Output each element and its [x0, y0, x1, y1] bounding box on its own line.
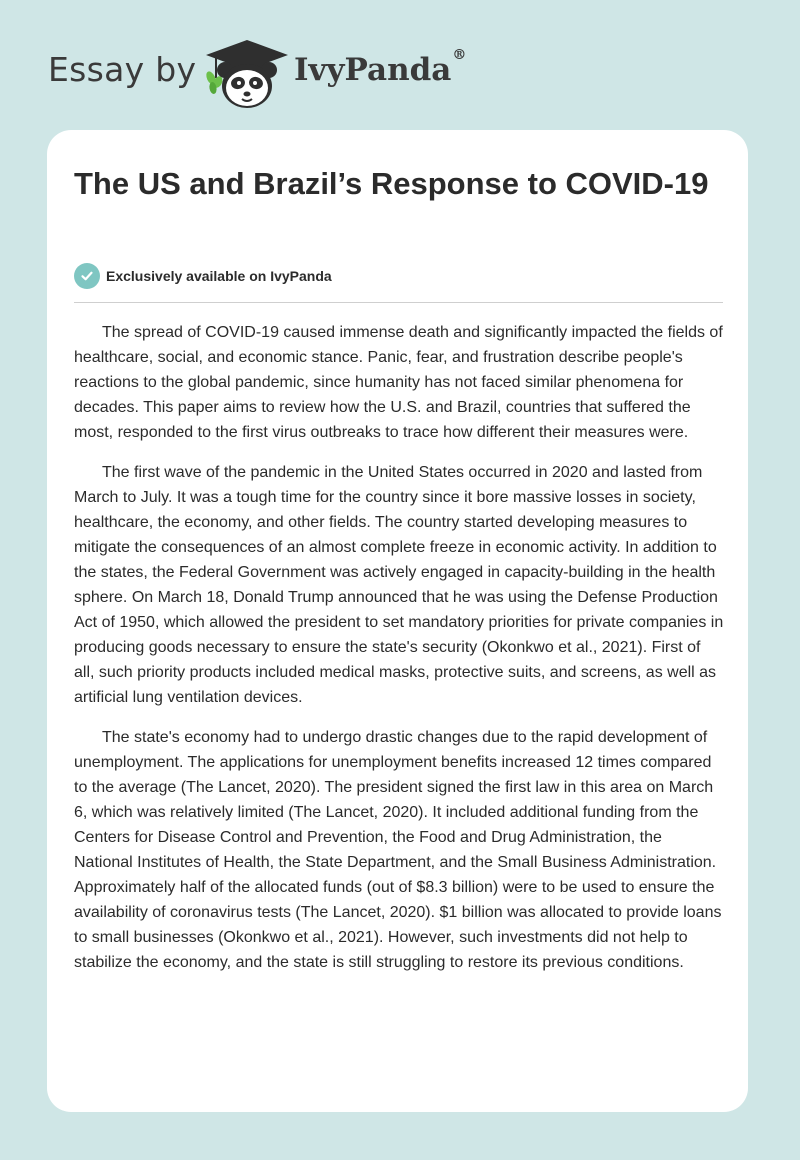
page-title: The US and Brazil’s Response to COVID-19 [74, 166, 709, 201]
paragraph: The first wave of the pandemic in the United States occurred in 2020 and lasted from March to July. It was a tough time for the country since it bore massive losses in society, healthcare, the economy, and other fields. The country started developing measures to mitigate the consequences of an almost complete freeze in economic activity. In addition to the states, the Federal Government was actively engaged in capacity-building in the health sphere. On March 18, Donald Trump announced that he was using the Defense Production Act of 1950, which allowed the president to set mandatory priorities for private companies in producing goods necessary to ensure the state's security (Okonkwo et al., 2021). First of all, such priority products included medical masks, protective suits, and screens, as well as artificial lung ventilation devices. [74, 464, 724, 706]
exclusive-badge [74, 263, 332, 289]
brand-name: IvyPanda [294, 52, 452, 88]
registered-mark: ® [452, 46, 467, 63]
exclusive-badge-label: Exclusively available on IvyPanda [106, 268, 332, 284]
paragraph: The spread of COVID-19 caused immense death and significantly impacted the fields of healthcare, social, and economic stance. Panic, fear, and frustration describe people's reactions to the global pandemic, since humanity has not faced similar phenomena for decades. This paper aims to review how the U.S. and Brazil, countries that suffered the most, responded to the first virus outbreaks to trace how different their measures were. [74, 324, 723, 441]
check-icon [74, 263, 100, 289]
essay-by-label: Essay by [48, 50, 197, 89]
paragraph: The state's economy had to undergo drastic changes due to the rapid development of unemployment. The applications for unemployment benefits increased 12 times compared to the average (The Lancet, 2020). The president signed the first law in this area on March 6, which was relatively limited (The Lancet, 2020). It included additional funding from the Centers for Disease Control and Prevention, the Food and Drug Administration, the National Institutes of Health, the State Department, and the Small Business Administration. Approximately half of the allocated funds (out of $8.3 billion) were to be used to ensure the availability of coronavirus tests (The Lancet, 2020). $1 billion was allocated to provide loans to small businesses (Okonkwo et al., 2021). However, such investments did not help to stabilize the economy, and the state is still struggling to restore its previous conditions. [74, 729, 722, 971]
site-header [0, 0, 800, 130]
brand-logo-text[interactable] [294, 46, 467, 88]
essay-body [74, 320, 724, 990]
divider [74, 302, 723, 303]
essay-card [47, 130, 748, 1112]
panda-logo-icon[interactable] [202, 38, 292, 110]
